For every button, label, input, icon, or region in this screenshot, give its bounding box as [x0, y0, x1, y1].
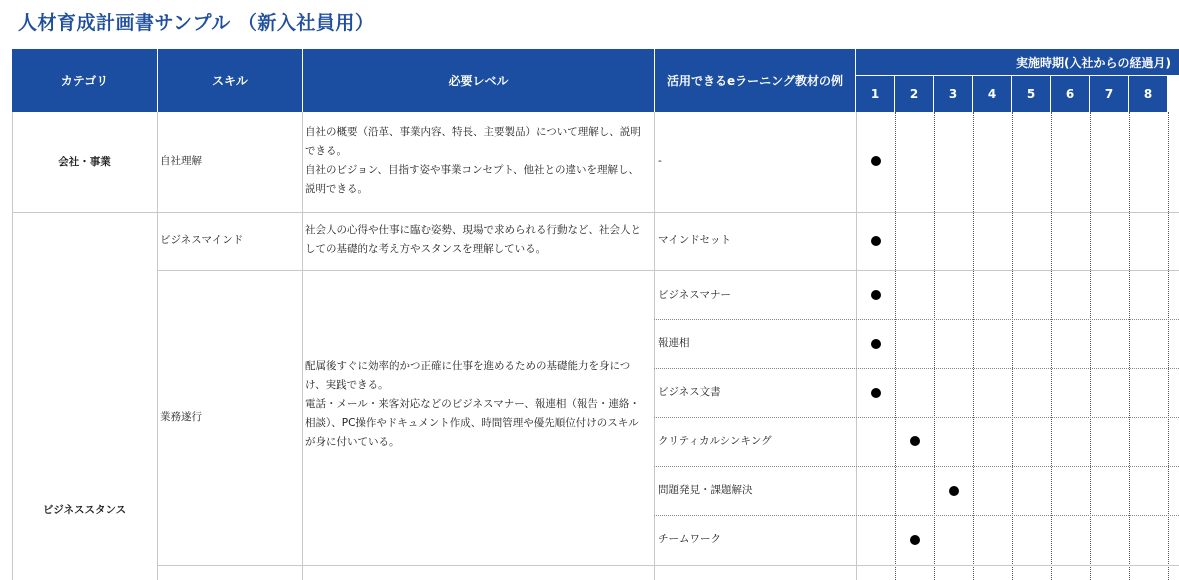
- material-problem-solving: 問題発見・課題解決: [658, 484, 753, 496]
- level-business-execution: 配属後すぐに効率的かつ正確に仕事を進めるための基礎能力を身につけ、実践できる。 電話・メール・来客対応などのビジネスマナー、報連相（報告・連絡・相談）、PC操作やドキュメント作成、時間管理や優先順位付けのスキルが身に付いている。: [305, 360, 640, 448]
- header-material: 活用できるeラーニング教材の例: [655, 49, 856, 112]
- level-business-mind: 社会人の心得や仕事に臨む姿勢、現場で求められる行動など、社会人としての基礎的な考え方やスタンスを理解している。: [305, 224, 641, 255]
- category-company: 会社・事業: [58, 155, 111, 168]
- header-period: [856, 49, 1179, 75]
- schedule-dot: [871, 388, 881, 398]
- skill-company-understanding: 自社理解: [160, 155, 202, 167]
- schedule-dot: [871, 339, 881, 349]
- category-business-stance: ビジネススタンス: [42, 503, 127, 516]
- schedule-dot: [910, 535, 920, 545]
- material-horenso: 報連相: [658, 337, 690, 349]
- month-header-2: 2: [895, 75, 934, 112]
- month-header-6: 6: [1051, 75, 1090, 112]
- month-header-8: 8: [1129, 75, 1168, 112]
- schedule-dot: [871, 156, 881, 166]
- material-teamwork: チームワーク: [658, 533, 721, 545]
- header-period-label: 実施時期(入社からの経過月): [1016, 55, 1171, 70]
- schedule-dot: [871, 290, 881, 300]
- schedule-dot: [910, 436, 920, 446]
- month-header-7: 7: [1090, 75, 1129, 112]
- month-header-1: 1: [856, 75, 895, 112]
- header-category: カテゴリ: [12, 49, 158, 112]
- material-mindset: マインドセット: [658, 234, 731, 246]
- material-business-writing: ビジネス文書: [658, 386, 721, 398]
- month-header-5: 5: [1012, 75, 1051, 112]
- schedule-dot: [871, 236, 881, 246]
- schedule-dot: [949, 486, 959, 496]
- month-header-3: 3: [934, 75, 973, 112]
- level-company: 自社の概要（沿革、事業内容、特長、主要製品）について理解し、説明できる。 自社のビジョン、目指す姿や事業コンセプト、他社との違いを理解し、説明できる。: [305, 126, 641, 195]
- skill-business-mind: ビジネスマインド: [160, 234, 244, 246]
- skill-business-execution: 業務遂行: [160, 411, 202, 423]
- material-company: -: [658, 155, 662, 167]
- header-skill: スキル: [158, 49, 303, 112]
- material-critical-thinking: クリティカルシンキング: [658, 435, 772, 447]
- page-title: 人材育成計画書サンプル （新入社員用）: [18, 12, 375, 34]
- header-level: 必要レベル: [303, 49, 655, 112]
- month-header-4: 4: [973, 75, 1012, 112]
- material-business-manners: ビジネスマナー: [658, 289, 731, 301]
